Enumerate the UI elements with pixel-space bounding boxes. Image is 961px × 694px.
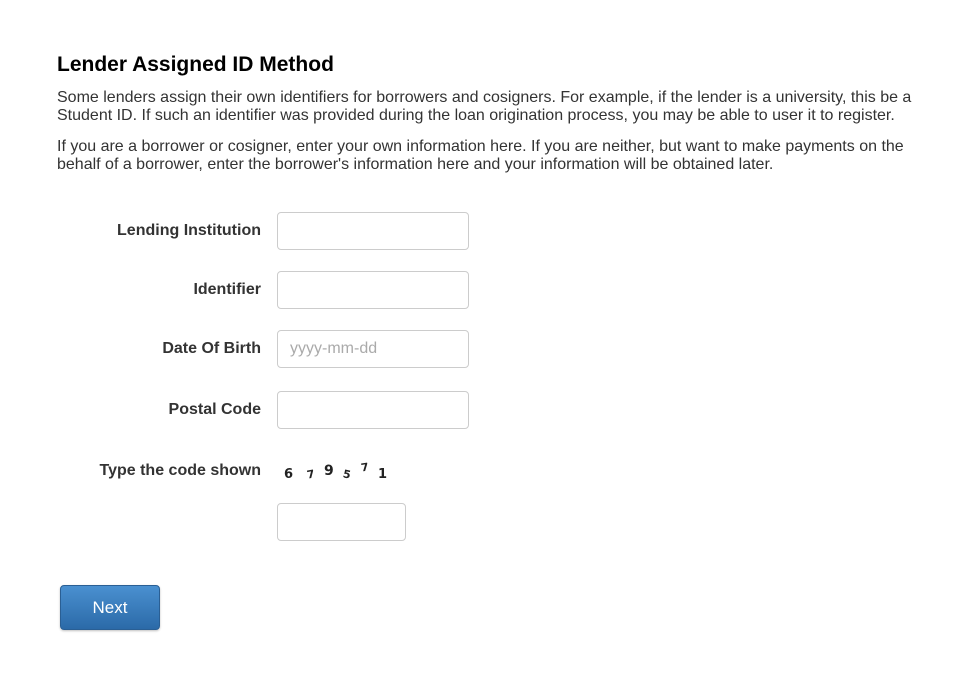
postal-code-label: Postal Code xyxy=(168,401,261,418)
identifier-input[interactable] xyxy=(277,271,469,309)
lending-institution-label: Lending Institution xyxy=(117,222,261,239)
captcha-image xyxy=(281,460,391,486)
page-title: Lender Assigned ID Method xyxy=(57,53,334,76)
date-of-birth-label: Date Of Birth xyxy=(162,340,261,357)
captcha-char: 1 xyxy=(378,467,388,482)
captcha-char: 7 xyxy=(360,460,370,475)
lending-institution-input[interactable] xyxy=(277,212,469,250)
identifier-label: Identifier xyxy=(193,281,261,298)
date-of-birth-input[interactable] xyxy=(277,330,469,368)
captcha-input[interactable] xyxy=(277,503,406,541)
intro-paragraph-who-enters: If you are a borrower or cosigner, enter your own information here. If you are neither, but want to make payments on the behalf of a borrower, enter the borrower's information here and your information will be obtained later. xyxy=(57,138,904,173)
captcha-char: 5 xyxy=(341,467,352,482)
captcha-char: 6 xyxy=(284,467,294,482)
postal-code-input[interactable] xyxy=(277,391,469,429)
intro-paragraph-lender-ids: Some lenders assign their own identifiers for borrowers and cosigners. For example, if the lender is a university, this be a Student ID. If such an identifier was provided during the loan origination process, you may be able to user it to register. xyxy=(57,89,912,124)
captcha-label: Type the code shown xyxy=(99,462,261,479)
captcha-char: 9 xyxy=(324,463,334,479)
next-button[interactable]: Next xyxy=(60,585,160,630)
captcha-char: 7 xyxy=(305,467,316,482)
